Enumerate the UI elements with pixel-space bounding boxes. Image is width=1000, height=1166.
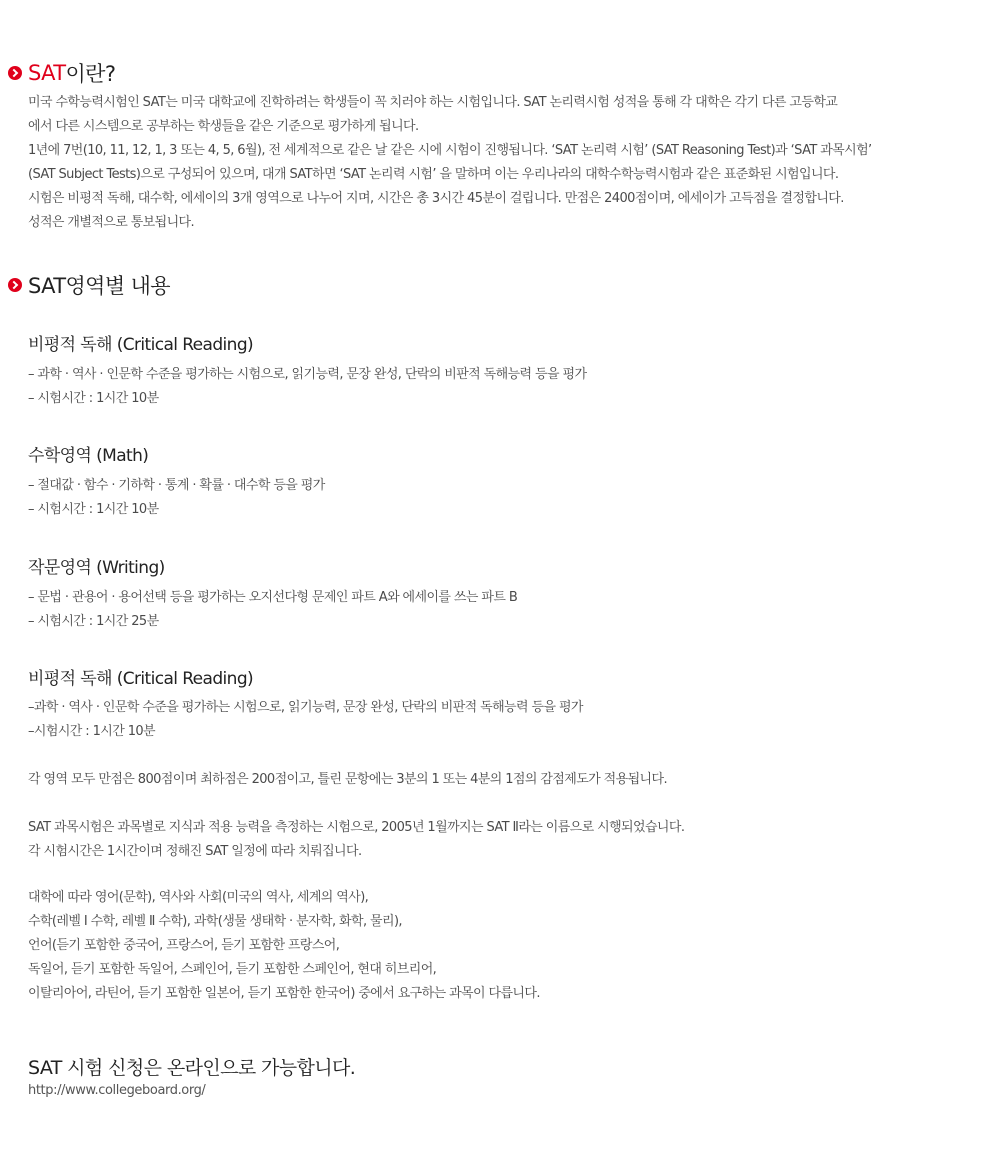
intro-paragraph [28, 91, 973, 235]
area-line: –과학 · 역사 · 인문학 수준을 평가하는 시험으로, 읽기능력, 문장 완성, 단락의 비판적 독해능력 등을 평가 [28, 700, 583, 715]
intro-line: 성적은 개별적으로 통보됩니다. [28, 215, 195, 230]
intro-line: 에서 다른 시스템으로 공부하는 학생들을 같은 기준으로 평가하게 됩니다. [28, 119, 419, 134]
area-line: – 시험시간 : 1시간 10분 [28, 502, 159, 517]
area-line: – 과학 · 역사 · 인문학 수준을 평가하는 시험으로, 읽기능력, 문장 완성, 단락의 비판적 독해능력 등을 평가 [28, 367, 587, 382]
area-line: – 절대값 · 함수 · 기하학 · 통계 · 확률 · 대수학 등을 평가 [28, 478, 325, 493]
area-title-math: 수학영역 (Math) [28, 446, 149, 466]
note-line: 이탈리아어, 라틴어, 듣기 포함한 일본어, 듣기 포함한 한국어) 중에서 요구하는 과목이 다릅니다. [28, 986, 540, 1001]
area-line: – 시험시간 : 1시간 10분 [28, 391, 159, 406]
intro-line: 미국 수학능력시험인 SAT는 미국 대학교에 진학하려는 학생들이 꼭 치러야 하는 시험입니다. SAT 논리력시험 성적을 통해 각 대학은 각기 다른 고등학교 [28, 95, 838, 110]
note-line: 각 영역 모두 만점은 800점이며 최하점은 200점이고, 틀린 문항에는 3분의 1 또는 4분의 1점의 감점제도가 적용됩니다. [28, 772, 667, 787]
note-line: 대학에 따라 영어(문학), 역사와 사회(미국의 역사, 세계의 역사), [28, 890, 369, 905]
note-line: 각 시험시간은 1시간이며 정해진 SAT 일정에 따라 치뤄집니다. [28, 844, 362, 859]
heading-text: SAT영역별 내용 [28, 274, 170, 298]
area-description [28, 474, 973, 522]
area-description [28, 363, 973, 411]
area-title-critical-reading-2: 비평적 독해 (Critical Reading) [28, 669, 254, 689]
area-line: –시험시간 : 1시간 10분 [28, 724, 155, 739]
heading-accent-text: SAT [28, 61, 66, 85]
intro-line: 1년에 7번(10, 11, 12, 1, 3 또는 4, 5, 6월), 전 세계적으로 같은 날 같은 시에 시험이 진행됩니다. ‘SAT 논리력 시험’ (SAT Reasoning Test)과 ‘SAT 과목시험’ [28, 143, 872, 158]
area-title-writing: 작문영역 (Writing) [28, 558, 165, 578]
section-heading-what-is-sat [8, 58, 115, 88]
intro-line: 시험은 비평적 독해, 대수학, 에세이의 3개 영역으로 나누어 지며, 시간은 총 3시간 45분이 걸립니다. 만점은 2400점이며, 에세이가 고득점을 결정합니다. [28, 191, 844, 206]
note-line: 수학(레벨 Ⅰ 수학, 레벨 Ⅱ 수학), 과학(생물 생태학 · 분자학, 화학, 물리), [28, 914, 402, 929]
heading-text: 이란? [65, 62, 116, 86]
section-heading-sat-areas [8, 270, 170, 300]
note-line: SAT 과목시험은 과목별로 지식과 적용 능력을 측정하는 시험으로, 2005년 1월까지는 SAT Ⅱ라는 이름으로 시행되었습니다. [28, 820, 685, 835]
area-line: – 문법 · 관용어 · 용어선택 등을 평가하는 오지선다형 문제인 파트 A와 에세이를 쓰는 파트 B [28, 590, 518, 605]
chevron-right-icon [8, 278, 22, 292]
intro-line: (SAT Subject Tests)으로 구성되어 있으며, 대개 SAT하면 ‘SAT 논리력 시험’ 을 말하며 이는 우리나라의 대학수학능력시험과 같은 표준화된 시험입니다. [28, 167, 839, 182]
note-line: 언어(듣기 포함한 중국어, 프랑스어, 듣기 포함한 프랑스어, [28, 938, 340, 953]
subject-test-note [28, 816, 973, 864]
apply-heading: SAT 시험 신청은 온라인으로 가능합니다. [28, 1057, 356, 1079]
area-description [28, 586, 973, 634]
collegeboard-link[interactable]: http://www.collegeboard.org/ [28, 1083, 206, 1098]
area-title-critical-reading: 비평적 독해 (Critical Reading) [28, 335, 254, 355]
subjects-list-note [28, 886, 973, 1006]
chevron-right-icon [8, 66, 22, 80]
area-description [28, 696, 973, 744]
scoring-note [28, 768, 973, 792]
note-line: 독일어, 듣기 포함한 독일어, 스페인어, 듣기 포함한 스페인어, 현대 히브리어, [28, 962, 437, 977]
area-line: – 시험시간 : 1시간 25분 [28, 614, 159, 629]
